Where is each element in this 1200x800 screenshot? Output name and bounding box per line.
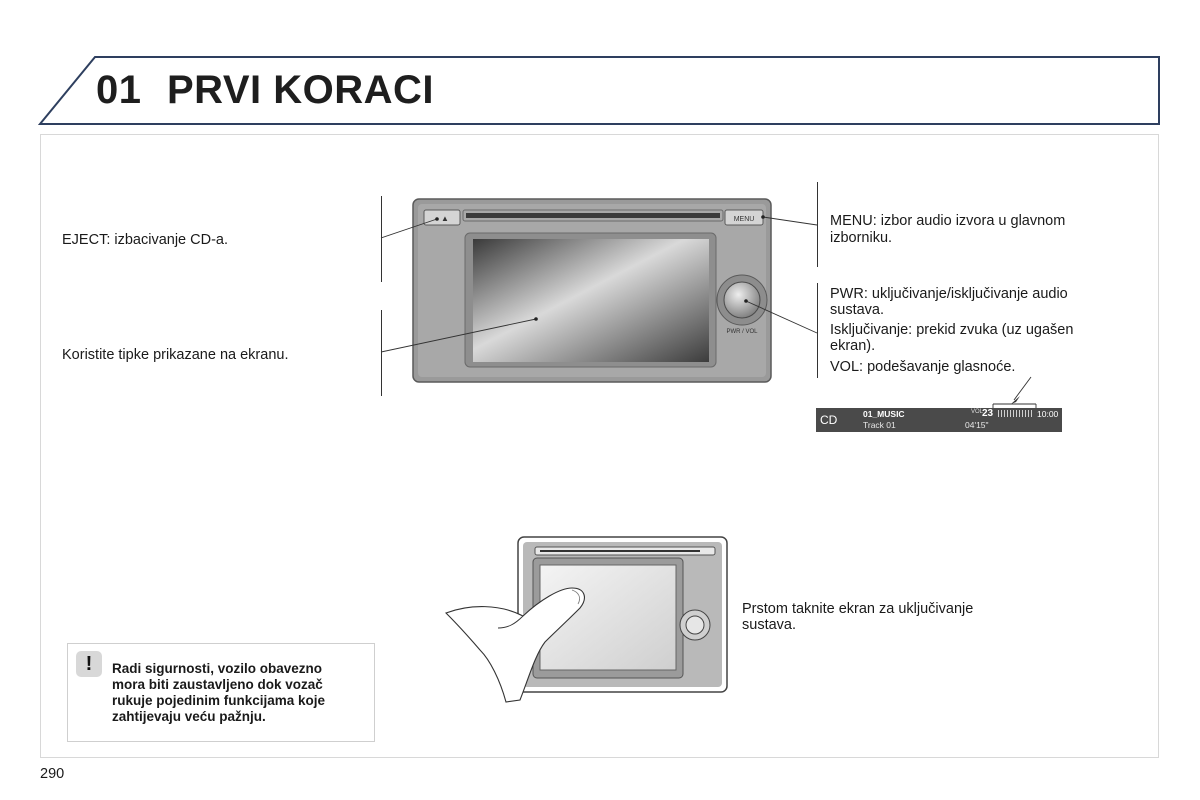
mute-description-line2: ekran). [830, 338, 876, 354]
mute-description-line1: Isključivanje: prekid zvuka (uz ugašen [830, 322, 1074, 338]
callout-bar-pwr [817, 283, 818, 378]
warning-line: mora biti zaustavljeno dok vozač [112, 677, 323, 692]
warning-line: rukuje pojedinim funkcijama koje [112, 693, 326, 708]
pwr-vol-label: PWR / VOL [726, 329, 758, 335]
track-number: Track 01 [863, 420, 896, 430]
menu-description-line1: MENU: izbor audio izvora u glavnom [830, 213, 1066, 229]
pwr-description-line1: PWR: uključivanje/isključivanje audio [830, 286, 1068, 302]
eject-icon: ▲ [441, 214, 449, 223]
menu-button-label: MENU [733, 216, 755, 223]
chapter-title: PRVI KORACI [167, 68, 435, 112]
page-number: 290 [40, 766, 65, 782]
callout-bar-screen [381, 310, 382, 396]
eject-description: EJECT: izbacivanje CD-a. [62, 232, 228, 248]
radio-unit [413, 199, 771, 382]
warning-icon: ! [76, 651, 102, 677]
pwr-vol-knob[interactable] [724, 282, 760, 318]
menu-description-line2: izborniku. [830, 230, 893, 246]
screen-description: Koristite tipke prikazane na ekranu. [62, 347, 289, 363]
vol-description: VOL: podešavanje glasnoće. [830, 359, 1016, 375]
warning-line: Radi sigurnosti, vozilo obavezno [112, 661, 323, 676]
volume-bar-icon [998, 410, 1032, 417]
callout-bar-menu [817, 182, 818, 267]
track-title: 01_MUSIC [863, 409, 905, 419]
cd-slot [466, 213, 720, 218]
touch-description-line1: Prstom taknite ekran za uključivanje [742, 601, 974, 617]
callout-bar-eject [381, 196, 382, 282]
pwr-description-line2: sustava. [830, 302, 884, 318]
chapter-number: 01 [96, 68, 142, 112]
warning-line: zahtijevaju veću pažnju. [112, 709, 266, 724]
touch-description-line2: sustava. [742, 617, 796, 633]
safety-warning-text [112, 661, 374, 725]
radio-touchscreen[interactable] [473, 239, 709, 362]
volume-label: VOL [971, 409, 984, 415]
touch-illustration [446, 537, 727, 702]
volume-value: 23 [982, 408, 994, 419]
elapsed-time: 04'15" [965, 420, 989, 430]
clock-display: 10:00 [1037, 409, 1059, 419]
audio-status-display [816, 408, 1062, 432]
source-label: CD [820, 413, 838, 427]
